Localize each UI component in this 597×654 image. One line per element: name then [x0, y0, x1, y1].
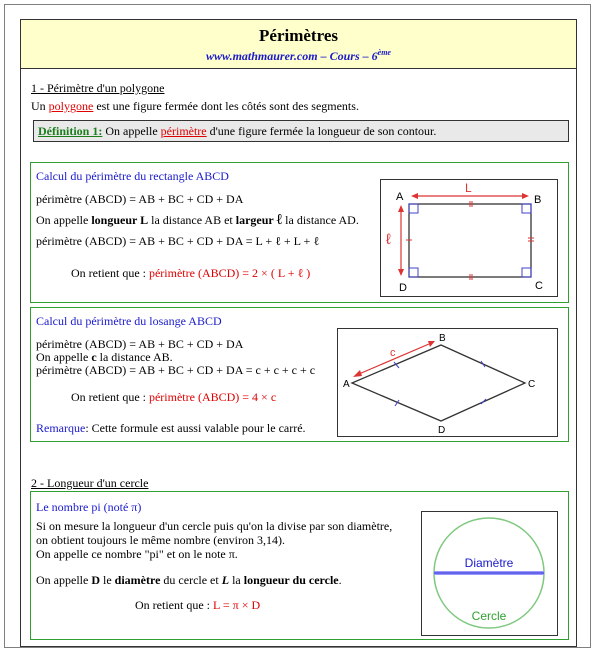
rectangle-retain: On retient que : périmètre (ABCD) = 2 × ( L + ℓ ): [71, 266, 311, 280]
definition-text: Définition 1: On appelle périmètre d'une figure fermée la longueur de son contour.: [38, 124, 437, 138]
definition-label: Définition 1:: [38, 124, 103, 138]
diameter-label: Diamètre: [464, 556, 514, 570]
rhombus-formula: périmètre (ABCD) = 4 × c: [148, 390, 277, 404]
rhombus-title: Calcul du périmètre du losange ABCD: [36, 314, 222, 328]
rectangle-line-1: périmètre (ABCD) = AB + BC + CD + DA: [36, 192, 244, 206]
pi-line-3: On appelle ce nombre "pi" et on le note π.: [36, 547, 238, 561]
pi-line-2: on obtient toujours le même nombre (environ 3,14).: [36, 533, 285, 547]
rect-vertex-d: D: [399, 282, 407, 294]
circle-figure: [421, 511, 558, 636]
rectangle-line-2: On appelle longueur L la distance AB et largeur ℓ la distance AD.: [36, 212, 359, 228]
rectangle-formula: périmètre (ABCD) = 2 × ( L + ℓ ): [148, 266, 311, 280]
section-1-heading: 1 - Périmètre d'un polygone: [31, 81, 165, 95]
rectangle-figure: [380, 179, 558, 297]
rhombus-side-label: c: [390, 347, 396, 359]
rect-length-label: L: [465, 181, 472, 195]
rectangle-diagram: [381, 180, 557, 296]
page-subtitle: www.mathmaurer.com – Cours – 6ème: [206, 48, 391, 63]
pi-line-1: Si on mesure la longueur d'un cercle puis qu'on la divise par son diamètre,: [36, 519, 393, 533]
rhombus-box: [30, 307, 569, 442]
grade-level: 6ème: [371, 48, 391, 63]
rhombus-figure: [337, 328, 558, 437]
rect-vertex-b: B: [534, 194, 542, 206]
circle-diagram: [422, 512, 557, 635]
pi-box: [30, 491, 569, 640]
circle-formula: L = π × D: [212, 598, 261, 612]
rhombus-diagram: [338, 329, 557, 436]
section-2-heading: 2 - Longueur d'un cercle: [31, 476, 149, 490]
definition-box: [33, 120, 569, 142]
rectangle-title: Calcul du périmètre du rectangle ABCD: [36, 169, 229, 183]
rhombus-retain: On retient que : périmètre (ABCD) = 4 × c: [71, 390, 277, 404]
page-header: [21, 20, 576, 69]
rect-width-label: ℓ: [386, 231, 391, 248]
site-link[interactable]: www.mathmaurer.com: [206, 49, 318, 63]
rect-vertex-a: A: [396, 191, 404, 203]
page-title: Périmètres: [259, 26, 338, 45]
rhombus-vertex-a: A: [343, 379, 350, 390]
rhombus-line-3: périmètre (ABCD) = AB + BC + CD + DA = c + c + c + c: [36, 363, 316, 377]
rectangle-box: [30, 162, 569, 303]
pi-line-4: On appelle D le diamètre du cercle et L la longueur du cercle.: [36, 573, 342, 587]
rhombus-line-1: périmètre (ABCD) = AB + BC + CD + DA: [36, 337, 244, 351]
course-label: Cours: [329, 49, 360, 63]
rhombus-line-2: On appelle c la distance AB.: [36, 350, 173, 364]
rhombus-vertex-d: D: [438, 425, 446, 436]
rect-vertex-c: C: [535, 280, 543, 292]
pi-title: Le nombre pi (noté π): [36, 500, 142, 514]
pi-retain: On retient que : L = π × D: [135, 598, 261, 612]
page-content: [20, 19, 577, 647]
rhombus-remark: Remarque: Cette formule est aussi valable pour le carré.: [36, 421, 306, 435]
rhombus-vertex-b: B: [439, 333, 446, 344]
circle-label: Cercle: [471, 609, 507, 623]
polygon-intro: Un polygone est une figure fermée dont les côtés sont des segments.: [31, 99, 359, 113]
rectangle-line-3: périmètre (ABCD) = AB + BC + CD + DA = L + ℓ + L + ℓ: [36, 234, 320, 248]
rhombus-vertex-c: C: [528, 379, 536, 390]
